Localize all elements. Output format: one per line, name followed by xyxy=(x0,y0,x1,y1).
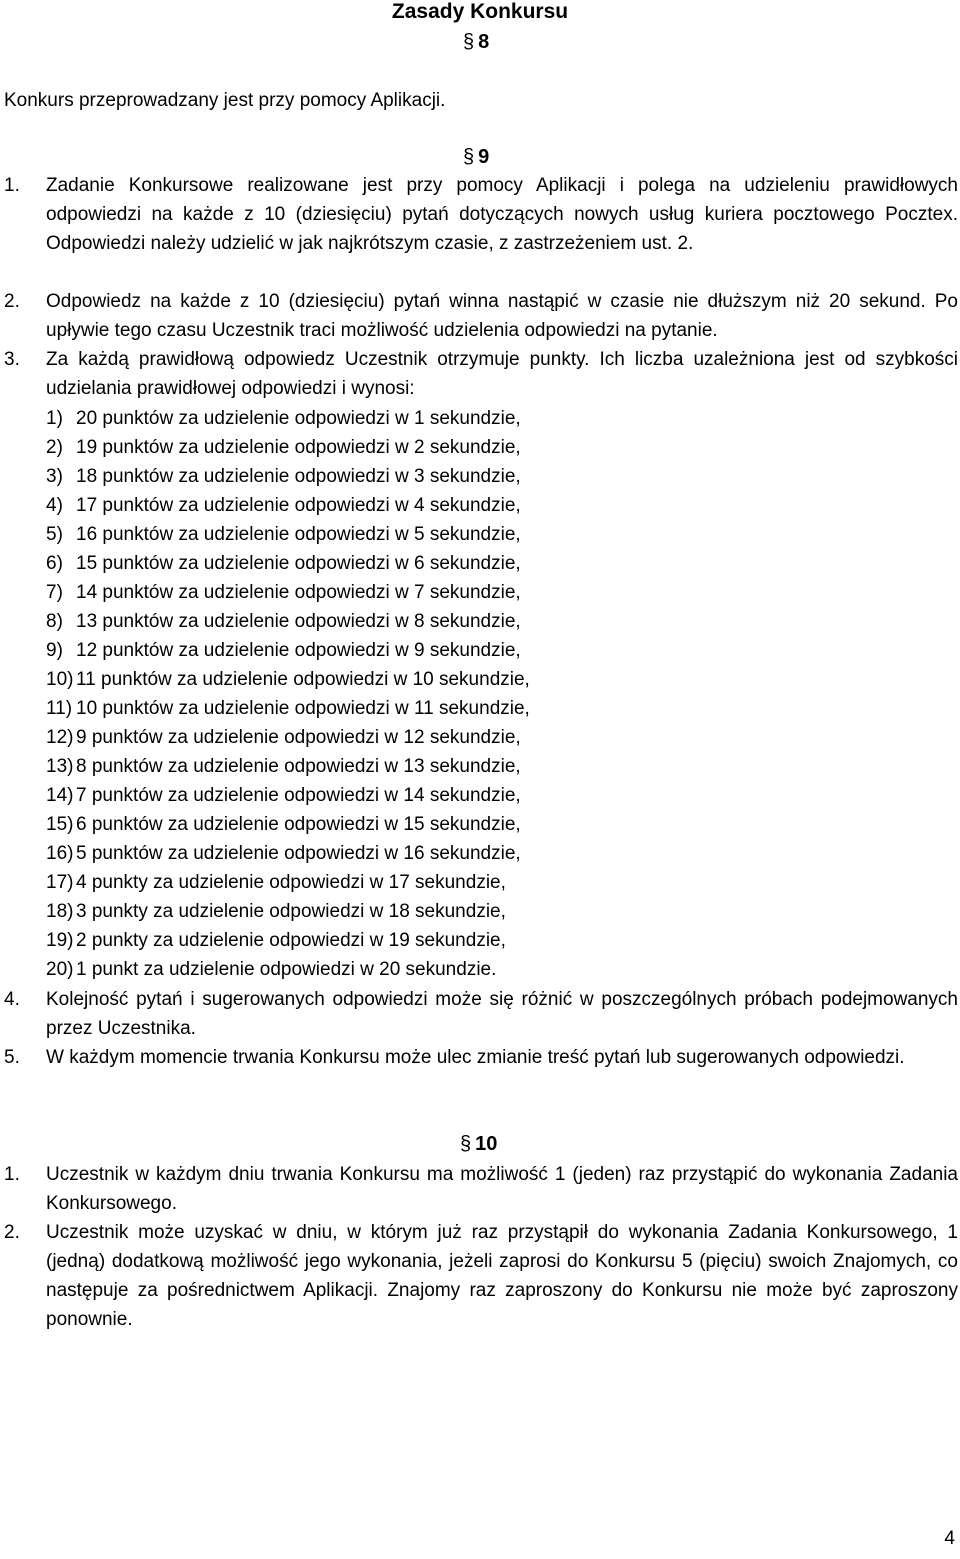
section-9-heading xyxy=(463,145,489,169)
points-item-number: 20) xyxy=(46,959,74,980)
item-text: Uczestnik może uzyskać w dniu, w którym już raz przystąpił do wykonania Zadania Konkursowego, 1 (jedną) dodatkową możliwość jego wykonania, jeżeli zaprosi do Konkursu 5 (pięciu) swoich Znajomych, co następuje za pośrednictwem Aplikacji. Znajomy raz zaproszony do Konkursu nie może być zaproszony ponownie. xyxy=(46,1222,958,1330)
section-9-item-3 xyxy=(4,345,958,403)
points-list-item xyxy=(46,549,521,578)
points-list-item xyxy=(46,491,521,520)
item-number: 4. xyxy=(4,989,20,1010)
points-list-item xyxy=(46,897,506,926)
section-number: 8 xyxy=(478,31,490,53)
points-item-text: 1 punkt za udzielenie odpowiedzi w 20 sekundzie. xyxy=(76,959,497,980)
points-item-number: 4) xyxy=(46,495,63,516)
points-item-text: 13 punktów za udzielenie odpowiedzi w 8 sekundzie, xyxy=(76,611,521,632)
section-sign: § xyxy=(460,1133,472,1155)
points-item-text: 7 punktów za udzielenie odpowiedzi w 14 sekundzie, xyxy=(76,785,521,806)
page-title xyxy=(0,0,960,24)
section-9-item-4 xyxy=(4,985,958,1043)
points-item-text: 14 punktów za udzielenie odpowiedzi w 7 sekundzie, xyxy=(76,582,521,603)
section-number: 9 xyxy=(478,146,490,168)
item-text: Zadanie Konkursowe realizowane jest przy pomocy Aplikacji i polega na udzieleniu prawidłowych odpowiedzi na każde z 10 (dziesięciu) pytań dotyczących nowych usług kuriera pocztowego Pocztex. Odpowiedzi należy udzielić w jak najkrótszym czasie, z zastrzeżeniem ust. 2. xyxy=(46,175,958,254)
points-list-item xyxy=(46,462,521,491)
points-item-number: 11) xyxy=(46,698,73,719)
section-10-item-2 xyxy=(4,1218,958,1334)
points-item-number: 3) xyxy=(46,466,63,487)
item-text: W każdym momencie trwania Konkursu może ulec zmianie treść pytań lub sugerowanych odpowiedzi. xyxy=(46,1047,905,1068)
points-item-number: 19) xyxy=(46,930,74,951)
item-text: Za każdą prawidłową odpowiedz Uczestnik otrzymuje punkty. Ich liczba uzależniona jest od szybkości udzielania prawidłowej odpowiedzi i wynosi: xyxy=(46,349,958,399)
points-list-item xyxy=(46,839,521,868)
points-item-text: 20 punktów za udzielenie odpowiedzi w 1 sekundzie, xyxy=(76,408,521,429)
points-item-number: 9) xyxy=(46,640,63,661)
points-item-number: 18) xyxy=(46,901,74,922)
points-item-number: 1) xyxy=(46,408,63,429)
points-item-text: 16 punktów za udzielenie odpowiedzi w 5 sekundzie, xyxy=(76,524,521,545)
section-8-text: Konkurs przeprowadzany jest przy pomocy Aplikacji. xyxy=(4,90,446,111)
item-number: 3. xyxy=(4,349,20,370)
points-item-text: 3 punkty za udzielenie odpowiedzi w 18 sekundzie, xyxy=(76,901,506,922)
points-list-item xyxy=(46,955,496,984)
points-item-text: 15 punktów za udzielenie odpowiedzi w 6 sekundzie, xyxy=(76,553,521,574)
section-8-heading xyxy=(463,30,489,54)
points-item-number: 15) xyxy=(46,814,74,835)
points-item-number: 12) xyxy=(46,727,74,748)
points-item-text: 17 punktów za udzielenie odpowiedzi w 4 sekundzie, xyxy=(76,495,521,516)
points-item-number: 16) xyxy=(46,843,74,864)
points-item-text: 9 punktów za udzielenie odpowiedzi w 12 sekundzie, xyxy=(76,727,521,748)
points-list-item xyxy=(46,868,506,897)
section-10-item-1 xyxy=(4,1160,958,1218)
section-sign: § xyxy=(463,31,475,53)
points-item-number: 5) xyxy=(46,524,63,545)
section-10-heading xyxy=(460,1132,497,1156)
points-list-item xyxy=(46,578,521,607)
points-item-text: 10 punktów za udzielenie odpowiedzi w 11 sekundzie, xyxy=(76,698,530,719)
points-list-item xyxy=(46,636,521,665)
section-9-item-2 xyxy=(4,287,958,345)
points-item-number: 10) xyxy=(46,669,74,690)
points-item-text: 12 punktów za udzielenie odpowiedzi w 9 sekundzie, xyxy=(76,640,521,661)
points-item-number: 13) xyxy=(46,756,74,777)
points-item-text: 19 punktów za udzielenie odpowiedzi w 2 sekundzie, xyxy=(76,437,521,458)
points-item-number: 14) xyxy=(46,785,74,806)
section-sign: § xyxy=(463,146,475,168)
points-list-item xyxy=(46,781,521,810)
section-9-item-5 xyxy=(4,1043,958,1072)
points-item-number: 6) xyxy=(46,553,63,574)
points-list-item xyxy=(46,752,521,781)
item-text: Odpowiedz na każde z 10 (dziesięciu) pytań winna nastąpić w czasie nie dłuższym niż 20 sekund. Po upływie tego czasu Uczestnik traci możliwość udzielenia odpowiedzi na pytanie. xyxy=(46,291,958,341)
points-list-item xyxy=(46,694,530,723)
points-list-item xyxy=(46,607,521,636)
points-item-text: 18 punktów za udzielenie odpowiedzi w 3 sekundzie, xyxy=(76,466,521,487)
points-item-number: 7) xyxy=(46,582,63,603)
item-text: Kolejność pytań i sugerowanych odpowiedzi może się różnić w poszczególnych próbach podejmowanych przez Uczestnika. xyxy=(46,989,958,1039)
section-9-item-1 xyxy=(4,171,958,258)
points-list-item xyxy=(46,723,521,752)
points-list-item xyxy=(46,433,521,462)
item-number: 1. xyxy=(4,1164,20,1185)
points-item-number: 2) xyxy=(46,437,63,458)
points-list-item xyxy=(46,665,530,694)
item-number: 5. xyxy=(4,1047,20,1068)
points-item-text: 4 punkty za udzielenie odpowiedzi w 17 sekundzie, xyxy=(76,872,506,893)
points-list-item xyxy=(46,810,521,839)
title-text: Zasady Konkursu xyxy=(391,0,569,23)
item-text: Uczestnik w każdym dniu trwania Konkursu ma możliwość 1 (jeden) raz przystąpić do wykonania Zadania Konkursowego. xyxy=(46,1164,958,1214)
points-list-item xyxy=(46,926,506,955)
points-list-item xyxy=(46,404,521,433)
section-number: 10 xyxy=(475,1133,498,1155)
points-list-item xyxy=(46,520,521,549)
points-item-text: 8 punktów za udzielenie odpowiedzi w 13 sekundzie, xyxy=(76,756,521,777)
points-item-number: 8) xyxy=(46,611,63,632)
item-number: 1. xyxy=(4,175,20,196)
item-number: 2. xyxy=(4,291,20,312)
item-number: 2. xyxy=(4,1222,20,1243)
points-item-text: 2 punkty za udzielenie odpowiedzi w 19 sekundzie, xyxy=(76,930,506,951)
points-item-text: 11 punktów za udzielenie odpowiedzi w 10 sekundzie, xyxy=(76,669,530,690)
points-item-text: 5 punktów za udzielenie odpowiedzi w 16 sekundzie, xyxy=(76,843,521,864)
page-number: 4 xyxy=(944,1528,955,1549)
points-item-number: 17) xyxy=(46,872,74,893)
points-item-text: 6 punktów za udzielenie odpowiedzi w 15 sekundzie, xyxy=(76,814,521,835)
